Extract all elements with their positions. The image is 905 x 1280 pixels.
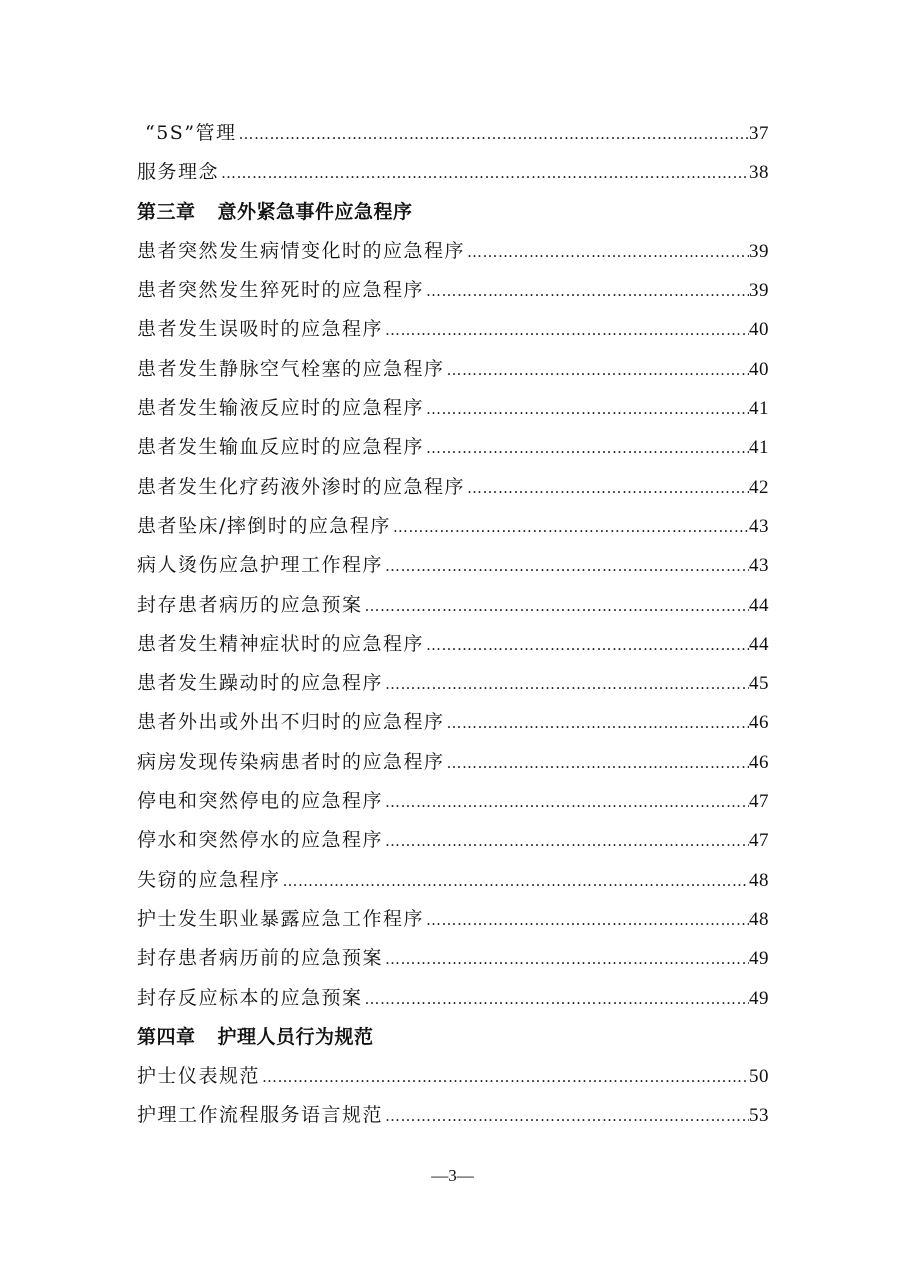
toc-entry[interactable] — [137, 625, 769, 664]
toc-entry[interactable] — [137, 271, 769, 310]
toc-entry-title: 患者突然发生猝死时的应急程序 — [137, 279, 425, 302]
dot-leader — [424, 901, 749, 940]
dot-leader — [260, 1058, 749, 1097]
toc-entry-title: 护士发生职业暴露应急工作程序 — [137, 907, 425, 930]
toc-entry-title: 患者发生静脉空气栓塞的应急程序 — [137, 357, 445, 380]
toc-entry-title: 患者外出或外出不归时的应急程序 — [137, 711, 445, 734]
toc-entry-page-number: 43 — [749, 515, 769, 537]
chapter-title: 意外紧急事件应急程序 — [217, 200, 413, 223]
chapter-title: 护理人员行为规范 — [217, 1025, 374, 1048]
toc-entry[interactable] — [137, 782, 769, 821]
toc-entry-title: 封存患者病历前的应急预案 — [137, 947, 384, 970]
toc-entry-page-number: 40 — [749, 358, 769, 380]
toc-entry-title: 患者坠床/摔倒时的应急程序 — [137, 514, 391, 537]
toc-entry-title: 患者发生精神症状时的应急程序 — [137, 632, 425, 655]
toc-entry[interactable] — [137, 310, 769, 349]
dot-leader — [237, 115, 749, 154]
toc-entry[interactable] — [137, 979, 769, 1018]
dot-leader — [363, 980, 749, 1019]
dot-leader — [363, 587, 749, 626]
toc-entry-title: 病人烫伤应急护理工作程序 — [137, 554, 384, 577]
toc-entry-page-number: 37 — [749, 123, 769, 144]
toc-entry[interactable] — [137, 114, 769, 153]
dot-leader — [383, 311, 749, 350]
toc-entry-page-number: 39 — [749, 240, 769, 262]
dot-leader — [424, 272, 749, 311]
dot-leader — [383, 940, 749, 979]
toc-entry[interactable] — [137, 1096, 769, 1135]
chapter-heading — [137, 193, 769, 232]
toc-entry-page-number: 48 — [749, 908, 769, 930]
toc-entry-page-number: 49 — [749, 948, 769, 970]
dot-leader — [424, 626, 749, 665]
toc-entry-title: 护士仪表规范 — [137, 1065, 261, 1088]
toc-entry-page-number: 44 — [749, 594, 769, 616]
dot-leader — [465, 469, 749, 508]
chapter-number: 第三章 — [137, 200, 196, 223]
toc-entry[interactable] — [137, 821, 769, 860]
toc-entry-title: 患者发生化疗药液外渗时的应急程序 — [137, 475, 466, 498]
toc-entry[interactable] — [137, 507, 769, 546]
toc-entry[interactable] — [137, 546, 769, 585]
toc-entry[interactable] — [137, 939, 769, 978]
toc-entry-title: 患者发生躁动时的应急程序 — [137, 672, 384, 695]
toc-entry-title: 失窃的应急程序 — [137, 868, 281, 891]
dot-leader — [383, 822, 749, 861]
toc-entry-title: 停水和突然停水的应急程序 — [137, 829, 384, 852]
toc-entry-title: 患者发生输液反应时的应急程序 — [137, 397, 425, 420]
toc-entry-page-number: 41 — [749, 437, 769, 459]
toc-entry-page-number: 53 — [749, 1105, 769, 1127]
table-of-contents — [137, 114, 769, 1136]
dot-leader — [465, 233, 749, 272]
toc-entry[interactable] — [137, 664, 769, 703]
toc-entry-page-number: 50 — [749, 1066, 769, 1088]
toc-entry[interactable] — [137, 350, 769, 389]
chapter-number: 第四章 — [137, 1025, 196, 1048]
toc-entry[interactable] — [137, 743, 769, 782]
toc-entry[interactable] — [137, 468, 769, 507]
toc-entry-title: 服务理念 — [137, 161, 220, 184]
toc-entry[interactable] — [137, 428, 769, 467]
toc-entry-page-number: 42 — [749, 476, 769, 498]
toc-entry-page-number: 43 — [749, 555, 769, 577]
toc-entry-page-number: 40 — [749, 319, 769, 341]
dot-leader — [445, 351, 749, 390]
dot-leader — [281, 862, 749, 901]
toc-entry-title: 患者发生输血反应时的应急程序 — [137, 436, 425, 459]
toc-entry-title: 护理工作流程服务语言规范 — [137, 1104, 384, 1127]
dot-leader — [383, 665, 749, 704]
dot-leader — [424, 390, 749, 429]
toc-entry-page-number: 48 — [749, 869, 769, 891]
toc-entry[interactable] — [137, 232, 769, 271]
toc-entry-page-number: 45 — [749, 673, 769, 695]
toc-entry-title: 病房发现传染病患者时的应急程序 — [137, 750, 445, 773]
toc-entry-page-number: 44 — [749, 633, 769, 655]
toc-entry[interactable] — [137, 586, 769, 625]
dot-leader — [383, 783, 749, 822]
toc-entry[interactable] — [137, 861, 769, 900]
toc-entry-page-number: 47 — [749, 830, 769, 852]
toc-entry-page-number: 47 — [749, 791, 769, 813]
toc-entry[interactable] — [137, 389, 769, 428]
toc-entry[interactable] — [137, 900, 769, 939]
toc-entry-page-number: 49 — [749, 987, 769, 1009]
dot-leader — [445, 744, 749, 783]
dot-leader — [383, 547, 749, 586]
toc-entry-page-number: 46 — [749, 712, 769, 734]
toc-entry-title: “5S”管理 — [145, 122, 237, 144]
toc-entry[interactable] — [137, 703, 769, 742]
toc-entry-title: 患者发生误吸时的应急程序 — [137, 318, 384, 341]
toc-entry-title: 停电和突然停电的应急程序 — [137, 790, 384, 813]
dot-leader — [219, 154, 749, 193]
dot-leader — [391, 508, 749, 547]
toc-entry-title: 封存反应标本的应急预案 — [137, 986, 363, 1009]
page-number-footer: —3— — [431, 1166, 474, 1185]
dot-leader — [383, 1097, 749, 1136]
toc-entry-page-number: 41 — [749, 398, 769, 420]
toc-entry[interactable] — [137, 1057, 769, 1096]
dot-leader — [424, 429, 749, 468]
chapter-heading — [137, 1018, 769, 1057]
toc-entry-page-number: 46 — [749, 751, 769, 773]
toc-entry[interactable] — [137, 153, 769, 192]
toc-entry-title: 封存患者病历的应急预案 — [137, 593, 363, 616]
toc-entry-title: 患者突然发生病情变化时的应急程序 — [137, 239, 466, 262]
toc-entry-page-number: 38 — [749, 162, 769, 184]
dot-leader — [445, 704, 749, 743]
toc-entry-page-number: 39 — [749, 280, 769, 302]
